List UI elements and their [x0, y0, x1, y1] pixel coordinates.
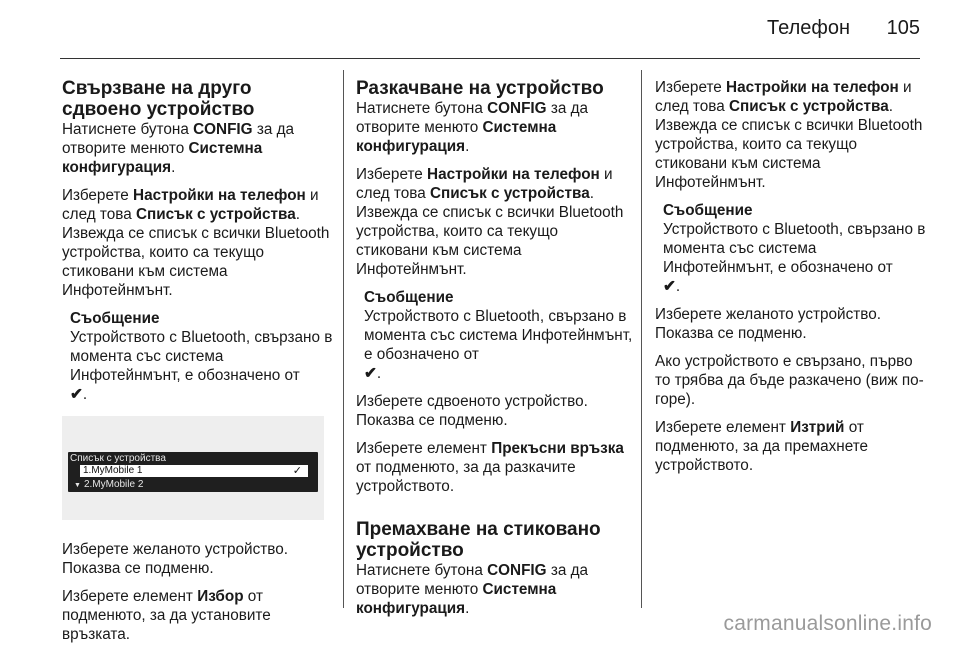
section-heading-remove: Премахване на стиковано устройство	[356, 519, 601, 561]
paragraph: Изберете елемент Изтрий от подменюто, за да премахнете устройството.	[655, 419, 869, 474]
note-title: Съобщение	[663, 202, 753, 219]
column-divider	[641, 70, 642, 608]
note-box	[70, 309, 334, 404]
note-title: Съобщение	[70, 310, 160, 327]
checkmark-icon: ✓	[292, 465, 302, 477]
device-list-screenshot	[62, 416, 324, 520]
page-title: Телефон	[767, 17, 850, 39]
note-box	[663, 201, 930, 296]
paragraph: Натиснете бутона CONFIG за да отворите менюто Системна конфигурация.	[356, 562, 589, 617]
column-2	[356, 78, 634, 627]
display-screen	[68, 452, 318, 492]
note-text: Устройството с Bluetooth, свързано в момента със система Инфотейнмънт, е обозначено от ✔.	[70, 329, 333, 403]
paragraph: Изберете желаното устройство. Показва се подменю.	[655, 306, 881, 342]
checkmark-icon: ✔	[364, 365, 377, 382]
arrow-down-icon: ▼	[74, 482, 81, 489]
paragraph: Ако устройството е свързано, първо то трябва да бъде разкачено (виж по-горе).	[655, 353, 924, 408]
paragraph: Изберете Настройки на телефон и след това Списък с устройства. Извежда се списък с всички Bluetooth устройства, които са текущо стиковани към система Инфотейнмънт.	[62, 187, 330, 299]
checkmark-icon: ✔	[663, 278, 676, 295]
screen-title: Списък с устройства	[70, 453, 166, 464]
note-text: Устройството с Bluetooth, свързано в момента със система Инфотейнмънт, е обозначено от ✔.	[364, 308, 633, 382]
column-divider	[343, 70, 344, 608]
column-3	[655, 78, 930, 484]
paragraph: Изберете елемент Прекъсни връзка от подменюто, за да разкачите устройството.	[356, 440, 624, 495]
paragraph: Изберете Настройки на телефон и след това Списък с устройства. Извежда се списък с всички Bluetooth устройства, които са текущо стиковани към система Инфотейнмънт.	[655, 79, 923, 191]
paragraph: Изберете желаното устройство. Показва се подменю.	[62, 541, 288, 577]
column-1	[62, 78, 334, 653]
device-list-item-selected: 1.MyMobile 1 ✓	[80, 465, 308, 477]
paragraph: Изберете сдвоеното устройство. Показва се подменю.	[356, 393, 588, 429]
watermark: carmanualsonline.info	[723, 612, 932, 635]
section-heading-disconnect: Разкачване на устройство	[356, 78, 604, 99]
paragraph: Изберете Настройки на телефон и след това Списък с устройства. Извежда се списък с всички Bluetooth устройства, които са текущо стиковани към система Инфотейнмънт.	[356, 166, 624, 278]
paragraph: Натиснете бутона CONFIG за да отворите менюто Системна конфигурация.	[356, 100, 589, 155]
page-header	[0, 0, 960, 60]
checkmark-icon: ✔	[70, 386, 83, 403]
page-number: 105	[886, 17, 920, 39]
paragraph: Изберете елемент Избор от подменюто, за да установите връзката.	[62, 588, 271, 643]
device-list-item: ▼ 2.MyMobile 2	[74, 479, 144, 490]
note-title: Съобщение	[364, 289, 454, 306]
note-box	[364, 288, 634, 383]
paragraph: Натиснете бутона CONFIG за да отворите менюто Системна конфигурация.	[62, 121, 295, 176]
note-text: Устройството с Bluetooth, свързано в момента със система Инфотейнмънт, е обозначено от ✔.	[663, 221, 926, 295]
header-rule	[60, 58, 920, 59]
section-heading-connect: Свързване на друго сдвоено устройство	[62, 78, 255, 120]
